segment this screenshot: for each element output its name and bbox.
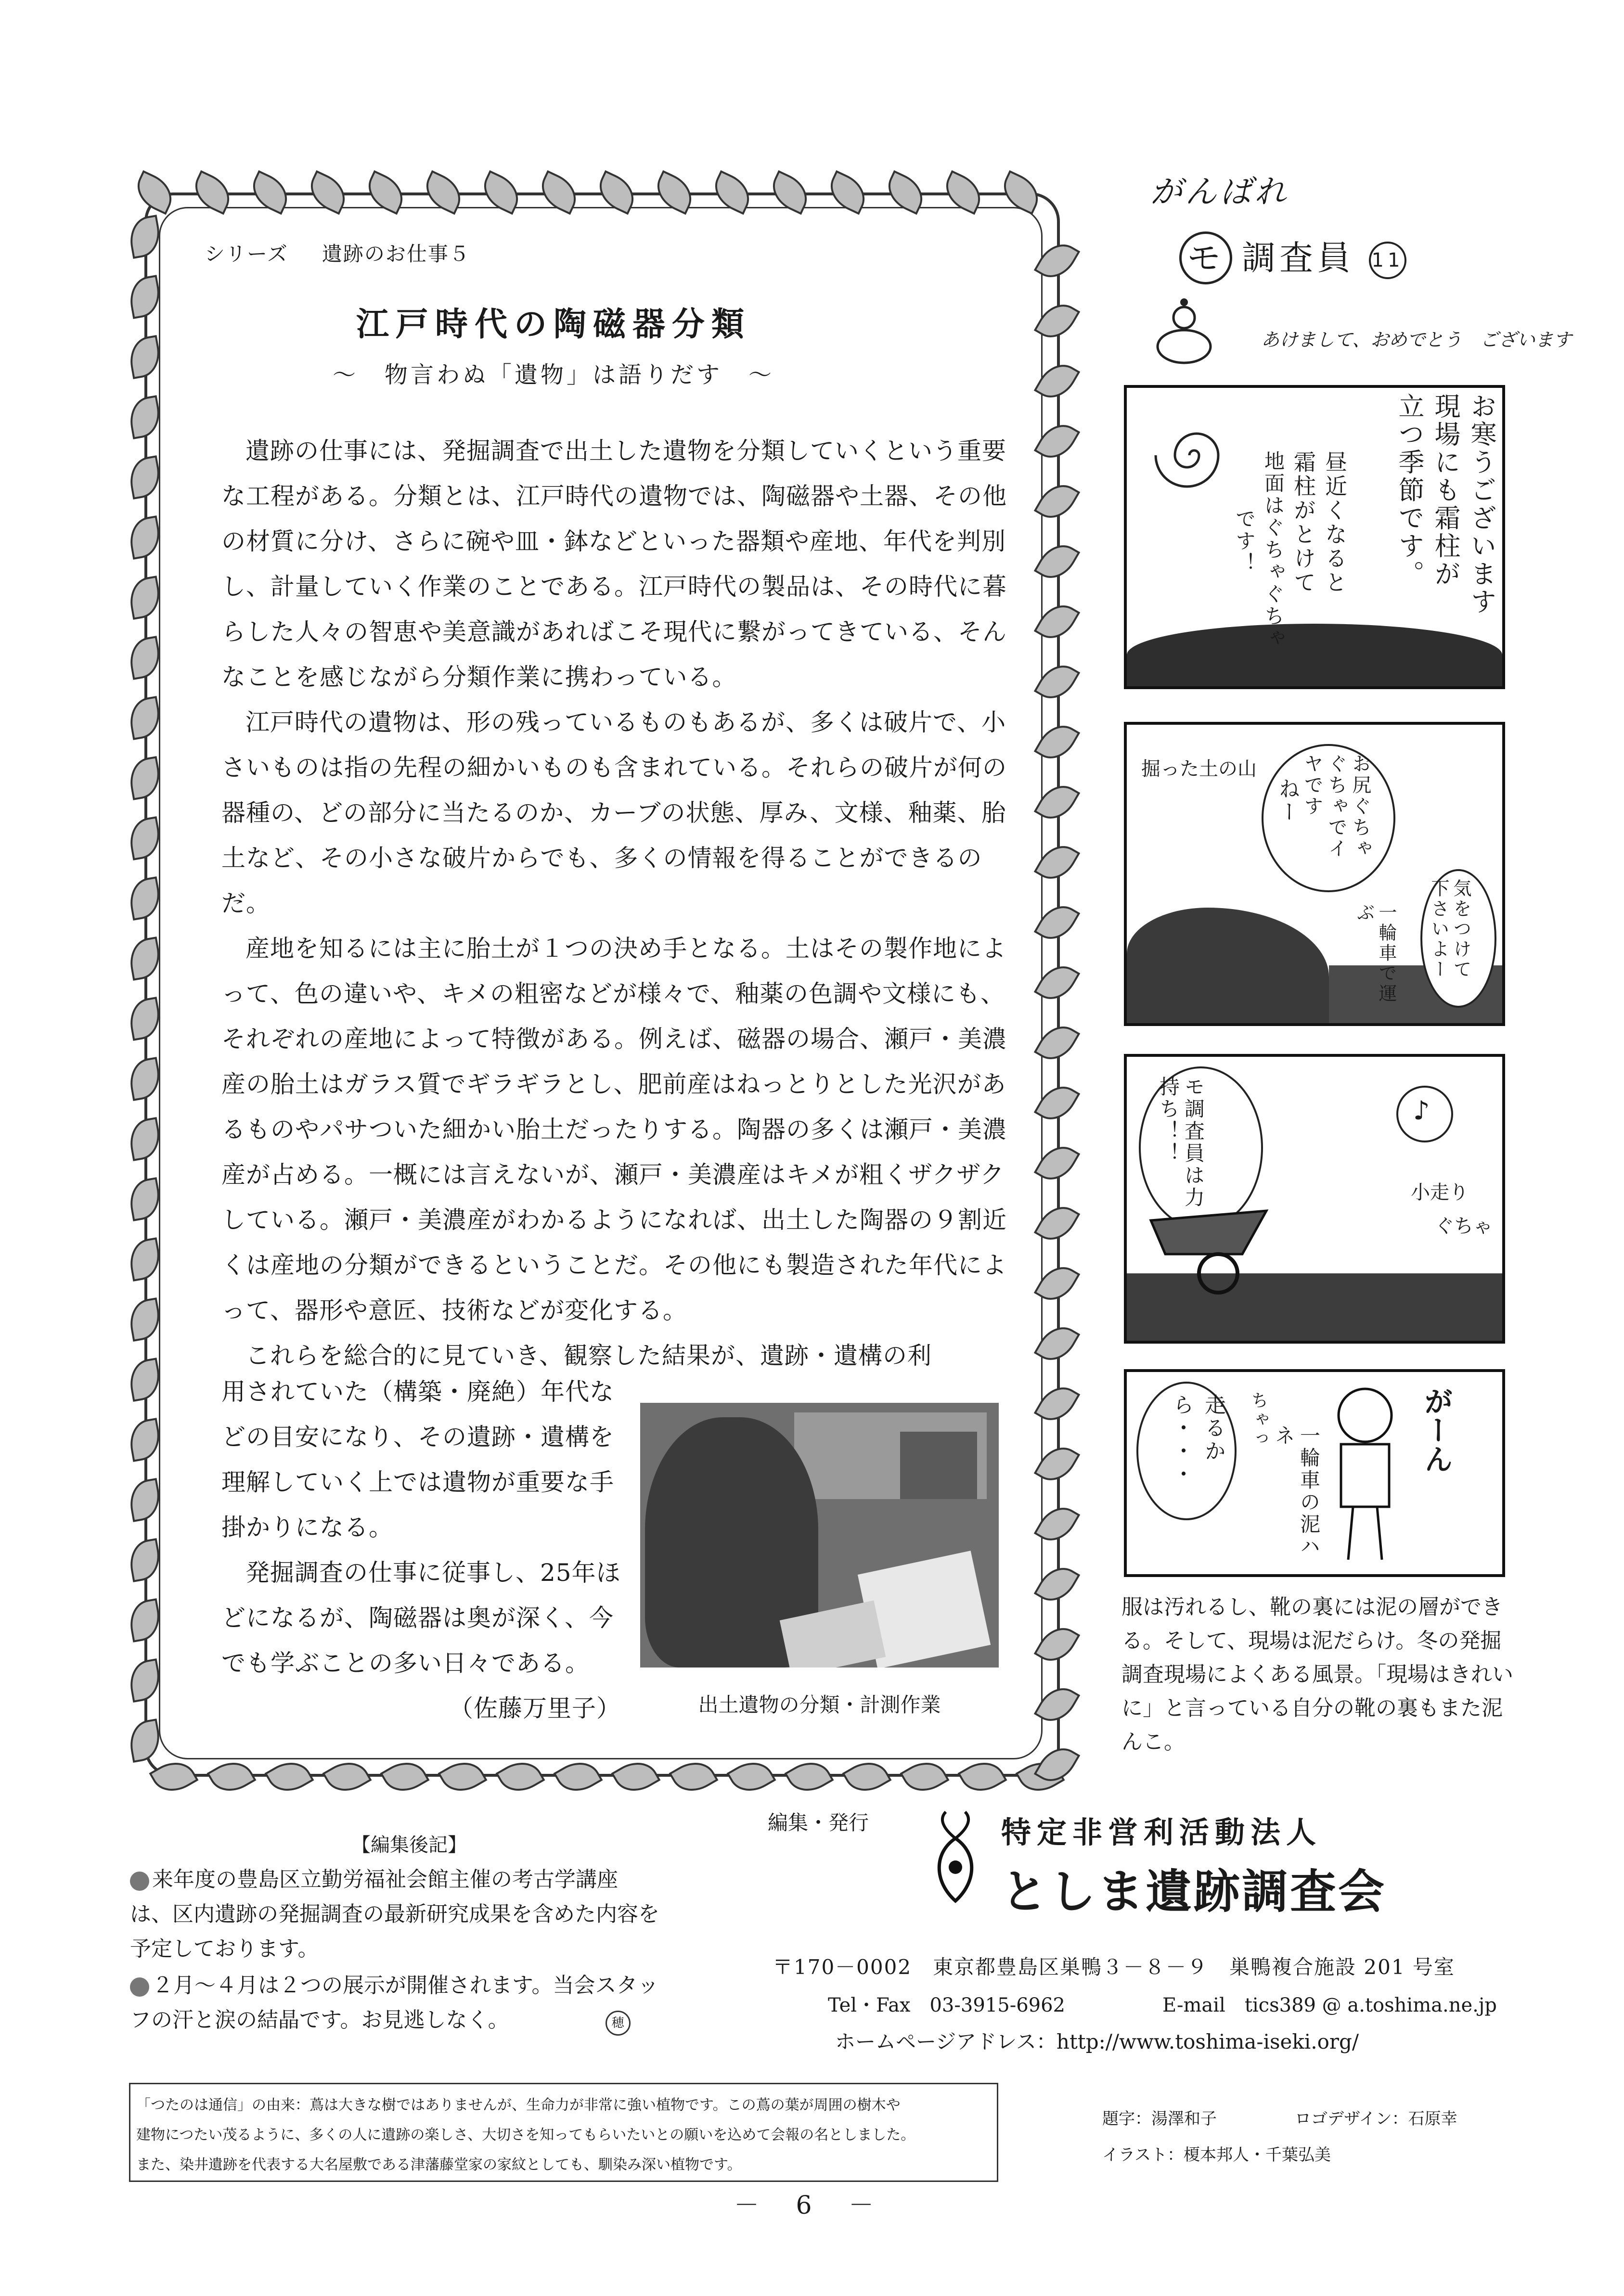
paragraph-6	[221, 1550, 626, 1722]
article-subtitle: ～ 物言わぬ「遺物」は語りだす ～	[332, 361, 774, 388]
panel3-sfx2: ぐちゃ	[1435, 1215, 1493, 1237]
panel1-line3: 立つ季節です。	[1394, 393, 1425, 588]
photo-books	[900, 1432, 977, 1499]
tel-fax: Tel・Fax 03-3915-6962	[828, 1994, 1066, 2016]
bullet-icon	[130, 1977, 149, 1997]
panel4-speech2: ちゃっ	[1249, 1391, 1268, 1449]
origin-line-2: 建物につたい茂るように、多くの人に遺跡の楽しさ、大切さを知ってもらいたいとの願いを込めて会報の名としました。	[136, 2127, 915, 2143]
article-title: 江戸時代の陶磁器分類	[356, 305, 751, 344]
paragraph-5: 用されていた（構築・廃絶）年代などの目安になり、その遺跡・遺構を理解していく上では遺物が重要な手掛かりになる。	[221, 1378, 614, 1541]
manga-subtitle	[1179, 231, 1406, 284]
ivy-logo-icon	[924, 1809, 987, 1906]
mo-circle: モ	[1179, 231, 1232, 284]
origin-line-1: 「つたのは通信」の由来：蔦は大きな樹ではありませんが、生命力が非常に強い植物です。この蔦の葉が周囲の樹木や	[136, 2097, 901, 2114]
panel1-line2: 現場にも霜柱が	[1431, 393, 1461, 588]
publisher-label: 編集・発行	[768, 1811, 869, 1834]
work-photo	[640, 1403, 999, 1667]
panel2-speech4: 一輪車で運ぶ	[1353, 903, 1397, 1004]
panel1-line6: 地面はぐちゃぐちゃ	[1262, 450, 1285, 650]
manga-title: がんばれ	[1150, 173, 1289, 210]
organization-type: 特定非営利活動法人	[1001, 1815, 1322, 1850]
photo-caption: 出土遺物の分類・計測作業	[698, 1693, 941, 1717]
address: 〒170－0002 東京都豊島区巣鴨３－８－９ 巣鴨複合施設 201 号室	[773, 1955, 1455, 1979]
paragraph-4: これらを総合的に見ていき、観察した結果が、遺跡・遺構の利	[245, 1342, 932, 1370]
panel3-speech1: モ調査員は力持ち！！	[1157, 1076, 1205, 1209]
panel2-speech1: お尻ぐちゃぐちゃでイヤです	[1301, 754, 1371, 859]
panel1-line7: です！	[1233, 508, 1256, 575]
new-year-greeting: あけまして、おめでとう ございます	[1261, 329, 1572, 350]
panel1-line4: 昼近くなると	[1322, 450, 1348, 595]
postscript-item-2-text: ２月～４月は２つの展示が開催されます。当会スタッフの汗と涙の結晶です。お見逃しなく。	[130, 1973, 659, 2032]
name-origin-box	[129, 2083, 998, 2182]
panel4-sfx: がーん	[1419, 1386, 1453, 1473]
email: E-mail tics389 @ a.toshima.ne.jp	[1162, 1994, 1497, 2016]
article-body-side	[221, 1369, 626, 1731]
postscript-title: 【編集後記】	[351, 1834, 467, 1856]
manga-panel-2	[1124, 722, 1505, 1026]
series-name: 遺跡のお仕事５	[322, 242, 470, 266]
panel1-line5: 霜柱がとけて	[1290, 450, 1316, 595]
muddy-person-icon	[1319, 1382, 1411, 1565]
author: （佐藤万里子）	[449, 1694, 621, 1722]
wheelbarrow-icon	[1146, 1201, 1281, 1297]
panel4-speech1: 走るから・・・	[1169, 1394, 1225, 1486]
dirt-pile	[1127, 908, 1329, 1023]
page-number: － 6 －	[734, 2191, 889, 2220]
credit-logo: ロゴデザイン：石原幸	[1295, 2109, 1457, 2129]
paragraph-2: 江戸時代の遺物は、形の残っているものもあるが、多くは破片で、小さいものは指の先程の細かいものも含まれている。それらの破片が何の器種の、どの部分に当たるのか、カーブの状態、厚み、文様、釉薬、胎土など、その小さな破片からでも、多くの情報を得ることができるのだ。	[221, 708, 1007, 917]
paragraph-3: 産地を知るには主に胎土が１つの決め手となる。土はその製作地によって、色の違いや、キメの粗密などが様々で、釉薬の色調や文様にも、それぞれの産地によって特徴がある。例えば、磁器の場合、瀬戸・美濃産の胎土はガラス質でギラギラとし、肥前産はねっとりとした光沢があるものやパサついた細かい胎土だったりする。陶器の多くは瀬戸・美濃産が占める。一概には言えないが、瀬戸・美濃産はキメが粗くザクザクしている。瀬戸・美濃産がわかるようになれば、出土した陶器の９割近くは産地の分類ができるということだ。その他にも製造された年代によって、器形や意匠、技術などが変化する。	[221, 935, 1007, 1324]
postscript-item-2	[130, 1968, 659, 2038]
series-word: シリーズ	[205, 242, 288, 266]
manga-panel-4	[1124, 1369, 1505, 1577]
manga-panel-3	[1124, 1054, 1505, 1344]
panel2-speech2: ねー	[1275, 778, 1300, 824]
frozen-ground	[1127, 624, 1502, 686]
snowman-icon	[1153, 294, 1215, 366]
panel3-sfx1: 小走り	[1411, 1181, 1469, 1204]
postscript-item-1	[130, 1862, 659, 1966]
paragraph-6-text: 発掘調査の仕事に従事し、25年ほどになるが、陶磁器は奥が深く、今でも学ぶことの多い日々である。	[221, 1559, 621, 1677]
panel1-line1: お寒うございます	[1467, 393, 1497, 616]
panel4-speech3: 一輪車の泥ハネ	[1272, 1425, 1321, 1558]
credit-title: 題字：湯澤和子	[1102, 2109, 1217, 2129]
editor-seal: 穂	[606, 2011, 631, 2036]
panel2-speech3: 気をつけて下さいよー	[1428, 879, 1471, 980]
homepage: ホームページアドレス：http://www.toshima-iseki.org/	[835, 2030, 1359, 2053]
paragraph-1: 遺跡の仕事には、発掘調査で出土した遺物を分類していくという重要な工程がある。分類とは、江戸時代の遺物では、陶磁器や土器、その他の材質に分け、さらに碗や皿・鉢などといった器類や産地、年代を判別し、計量していく作業のことである。江戸時代の製品は、その時代に暮らした人々の智恵や美意識があればこそ現代に繋がってきている、そんなことを感じながら分類作業に携わっている。	[221, 437, 1007, 691]
organization-name: としま遺跡調査会	[1001, 1865, 1386, 1919]
panel2-label: 掘った土の山	[1141, 758, 1257, 780]
manga-title-rest: 調査員	[1242, 238, 1354, 278]
manga-panel-1	[1124, 385, 1505, 689]
sun-spiral-icon	[1136, 398, 1252, 513]
manga-caption: 服は汚れるし、靴の裏には泥の層ができる。そして、現場は泥だらけ。冬の発掘調査現場によくある風景。「現場はきれいに」と言っている自分の靴の裏もまた泥んこ。	[1121, 1595, 1513, 1754]
credit-illustration: イラスト：榎本邦人・千葉弘美	[1102, 2145, 1331, 2165]
origin-line-3: また、染井遺跡を代表する大名屋敷である津藩藤堂家の家紋としても、馴染み深い植物です。	[136, 2156, 742, 2173]
music-note: ♪	[1413, 1095, 1430, 1126]
article-body	[221, 428, 1011, 1378]
bullet-icon	[130, 1872, 149, 1891]
postscript-item-1-text: 来年度の豊島区立勤労福祉会館主催の考古学講座は、区内遺跡の発掘調査の最新研究成果を含めた内容を予定しております。	[130, 1867, 659, 1961]
series-label	[205, 238, 504, 267]
manga-number: 11	[1369, 242, 1406, 279]
